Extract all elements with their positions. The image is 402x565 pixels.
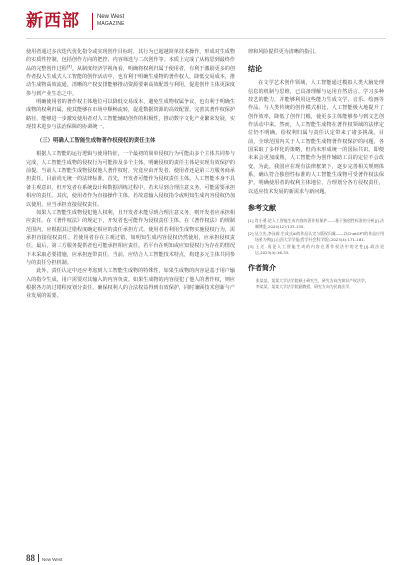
page-number: 88 (26, 553, 35, 563)
reference-list (248, 218, 384, 256)
body-paragraph: 明确使用者的著作权主体地位可以降低交易成本，避免生成物权属争议，也有利于明确生成物的权利归属，使其能够在市场中顺畅流转，促进数据资源的高效配置。完善其著作权保护路径，能够进一步激发使用者对人工智能辅助创作的积极性，推动数字文化产业繁荣发展，实现技术进步与法治保障的协调统一。 (26, 99, 235, 131)
body-paragraph: 根据人工智能的运行逻辑与使用特征，一个最初的简单侵权行为可能由多个主体共同参与完成，人工智能生成物的侵权行为可能涉及多个主体，明确侵权的责任主体是实现有效保护的前提。当前人工智能生成物侵权他人著作权时，究竟应由开发者、使用者还是第三方服务商承担责任，目前尚无统一的法律标准。首先，开发者可能作为侵权责任主体。人工智能本身不具备主观意识，但开发者在系统设计和数据训练过程中，若未尽到合理注意义务，可能需要承担相应的责任。其次，使用者作为直接操作主体，若故意输入侵权指令或明知生成内容侵权仍加以使用，应当承担直接侵权责任。 (26, 151, 235, 208)
header-rule (26, 38, 386, 39)
magazine-logo: 新西部 (26, 11, 80, 31)
reference-item: [3] 王迁.再论人工智能生成的内容在著作权法中的定性[J].政法论坛,2023(4):16-33. (248, 243, 384, 255)
logo-divider (92, 13, 93, 30)
author-bio-heading: 作者简介 (248, 263, 276, 272)
magazine-english-name (97, 14, 125, 28)
body-paragraph: 律和风险提供更为清晰的指引。 (248, 49, 320, 55)
page-footer (26, 546, 146, 563)
author-bio-line: 张某某，某某大学法学院硕士研究生，研究方向为知识产权法学。 (255, 277, 369, 283)
body-paragraph: 如果人工智能生成物侵犯他人权利，且开发者未能尽到合理注意义务，则开发者应承担相应责任。在《著作权法》的规定下，开发者也可能作为侵权责任主体。在《著作权法》的规制范围内，应根据其过错程度确定相应的责任承担方式。使用者若利用生成物实施侵权行为，需承担直接侵权责任。若使用者存在主观过错，如明知生成内容侵权仍然使用，应承担侵权责任。最后，第三方服务提供者也可能承担相应责任。若平台在明知或应知侵权行为存在的情况下未采取必要措施，应承担连带责任。当前，应结合人工智能技术特点，构建多元主体共同参与的责任分担机制。 (26, 209, 235, 266)
body-paragraph (26, 48, 235, 98)
footer-journal-name: New West (42, 557, 63, 562)
section-subheading: （三）明确人工智能生成物著作权侵权的责任主体 (36, 138, 156, 145)
page-header (26, 10, 386, 34)
body-paragraph: 此外，责任认定中还应考虑到人工智能生成物的特殊性，如果生成物的内容是基于用户输入的指令生成，用户需要对其输入的内容负责。如果生成物的内容侵犯了他人的著作权，则应根据各方的过错程度划分责任，确保权利人的合法权益得到有效保护，同时兼顾技术创新与产业发展的需要。 (26, 268, 235, 300)
paragraph-text: 。从制度经济学视角看，明确将权利归属于使用者，有利于激励更多的创作者投入生成式人工智能的创作活动中，也有利于明确生成物的著作权人，降低交易成本，推动生成物高效流通。清晰的产权安排能够推动资源要素高效配置与利用，促进创作主体更深度参与到产业生态之中。 (26, 65, 235, 97)
conclusion-heading: 结论 (248, 65, 262, 74)
citation-mark: [3] (66, 64, 72, 68)
right-column (248, 48, 384, 290)
conclusion-paragraph: 在文学艺术创作领域，人工智能通过模拟人类大脑处理信息的机制与思维，已具备理解与运用自然语言、学习多种技艺的能力，并能够利用这些能力生成文学、音乐、绘画等作品。与人类传统的创作模式相比，人工智能极大地提升了创作效率，降低了创作门槛，使更多主体能够参与到文艺创作活动中来。然而，人工智能生成物在著作权领域的法律定位仍不明确，给权利归属与责任认定带来了诸多挑战。目前，全球范围内关于人工智能生成物著作权保护的问题，各国采取了多样化的策略，但尚未形成统一的国际共识。即便未来会更加成熟，人工智能作为创作辅助工具的定位不会改变。为此，我国应在现有法律框架下，逐步完善相关规则体系，确认符合独创性标准的人工智能生成物可受著作权法保护，明确使用者的权利主体地位，合理划分各方侵权责任，以适应技术发展的新需求与新问题。 (248, 80, 384, 195)
author-bio-line: 李某某，某某大学法学院副教授，研究方向为民商法学。 (255, 283, 354, 289)
author-bio (248, 278, 384, 290)
paragraph-text: 使用者通过多次迭代优化指令或实现创作目标时，其行为已超越简单技术操作，形成对生成物的实质性控制，包括创作方向的把控、内容筛选与二次创作等。本质上完成了从构思到最终作品的完整创作过程 (26, 49, 235, 72)
footer-divider (38, 554, 39, 562)
references-heading: 参考文献 (248, 204, 276, 213)
logo-english-line2: MAGAZINE (97, 21, 125, 27)
logo-english-line1: New West (97, 14, 125, 20)
reference-item: [2] 丛立先,李泳霖.生成式AI的作品认定与版权归属——以ChatGPT的作品应用场景为例[J].山西大学学报(哲学社会科学版),2023(4):171-181. (248, 230, 384, 242)
reference-item: [1] 肖小勇.论人工智能生成内容的著作权保护——基于独创性标准的分析[J].法制博览,2024(12):133-135. (248, 218, 384, 230)
left-column (26, 48, 235, 301)
